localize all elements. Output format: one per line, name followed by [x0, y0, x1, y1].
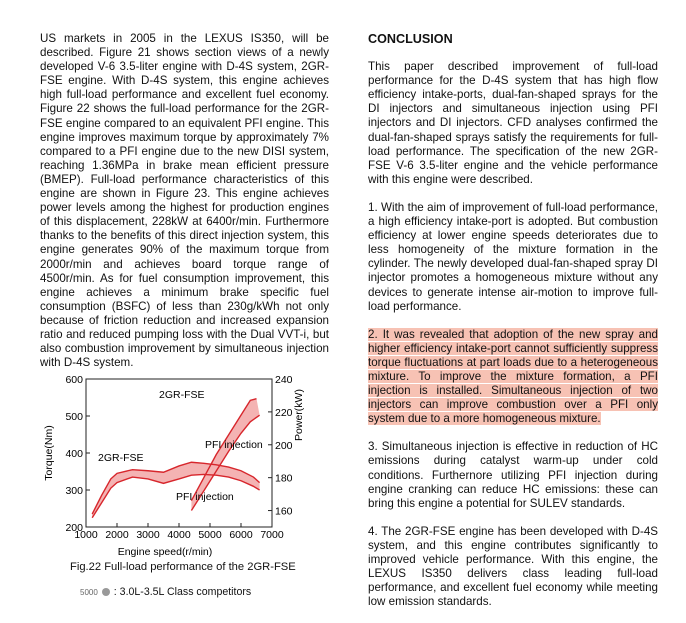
y-left-tick-label: 500	[65, 411, 83, 423]
y-right-tick-label: 220	[275, 406, 293, 419]
x-axis-label: Engine speed(r/min)	[117, 546, 213, 558]
right-column	[368, 32, 658, 623]
figure-caption: Fig.22 Full-load performance of the 2GR-FSE	[70, 561, 296, 573]
annotation-torque-pfi: PFI injection	[176, 491, 234, 503]
left-column	[40, 32, 329, 370]
y-right-tick-label: 200	[275, 439, 293, 452]
torque-difference-band	[92, 462, 259, 518]
x-tick-label: 7000	[260, 529, 284, 541]
annotation-power-2gr: 2GR-FSE	[159, 389, 205, 401]
conclusion-item-2-highlighted: 2. It was revealed that adoption of the new spray and higher efficiency intake-port cannot sufficiently suppress torque fluctuations at part loads due to a heterogeneous mixture. To improve the mixture formation, a PFI injection is installed. Simultaneous injection of two injectors can improve combustion over a PFI only system due to a more homogeneous mixture.	[368, 327, 658, 426]
x-tick-label: 4000	[167, 529, 191, 541]
x-tick-label: 2000	[105, 529, 129, 541]
y-right-tick-label: 180	[275, 472, 293, 485]
annotation-power-pfi: PFI injection	[205, 439, 263, 451]
x-tick-label: 6000	[229, 529, 253, 541]
y-left-tick-label: 400	[65, 448, 83, 460]
y-right-tick-label: 160	[275, 505, 293, 518]
conclusion-item-3: 3. Simultaneous injection is effective in reduction of HC emissions during catalyst warm-up under cold conditions. Furthernore utilizing PFI injection during engine cranking can reduce HC emissions: these can bring this engine a potential for SULEV standards.	[368, 440, 658, 510]
conclusion-item-1: 1. With the aim of improvement of full-load performance, a high efficiency intake-port is adopted. But combustion efficiency at lower engine speeds deteriorates due to less homogeneity of the mixture formation in the cylinder. The newly developed dual-fan-shaped spray DI injector promotes a homogeneous mixture without any devices to generate intense air-motion to improve full-load performance.	[368, 200, 658, 313]
conclusion-item-4: 4. The 2GR-FSE engine has been developed with D-4S system, and this engine contributes significantly to improved vehicle performance. With this engine, the LEXUS IS350 delivers class leading full-load performance, and excellent fuel economy while meeting low emission standards.	[368, 524, 658, 609]
y-right-tick-label: 240	[275, 374, 293, 386]
conclusion-intro: This paper described improvement of full-load performance for the D-4S system that has high flow efficiency intake-ports, dual-fan-shaped sprays for the DI injectors and simultaneous injection using PFI injectors and DI injectors. CFD analyses confirmed the dual-fan-shaped sprays satisfy the requirements for full-load performance. The specification of the new 2GR-FSE V-6 3.5-liter engine and the vehicle performance with this engine were described.	[368, 60, 658, 186]
y-axis-label-left: Torque(Nm)	[43, 425, 55, 481]
left-body-text: US markets in 2005 in the LEXUS IS350, will be described. Figure 21 shows section views of a newly developed V-6 3.5-liter engine with D-4S system, 2GR-FSE engine. With D-4S system, this engine achieves high full-load performance and excellent fuel economy. Figure 22 shows the full-load performance for the 2GR-FSE engine compared to an equivalent PFI engine. This engine improves maximum torque by approximately 7% compared to a PFI engine due to the new DISI system, reaching 1.36MPa in brake mean efficient pressure (BMEP). Full-load performance characteristics of this engine are shown in Figure 23. This engine achieves power levels among the highest for production engines of this displacement, 228kW at 6400r/min. Furthermore thanks to the benefits of this direct injection system, this engine generates 90% of the maximum torque from 2000r/min and achieves board torque range of 4500r/min. As for fuel consumption improvement, this engine achieves a minimum brake specific fuel consumption (BSFC) of less than 230g/kWh not only because of friction reduction and increased expansion ratio and reduced pumping loss with the Dual VVT-i, but also combustion improvement by simultaneous injection with D-4S system.	[40, 32, 329, 370]
annotation-torque-2gr: 2GR-FSE	[98, 452, 144, 464]
full-load-chart	[40, 370, 340, 560]
y-axis-label-right: Power(kW)	[293, 389, 305, 441]
figure-legend	[80, 586, 251, 598]
x-tick-label: 3000	[136, 529, 160, 541]
y-left-tick-label: 600	[65, 374, 83, 386]
legend-prefix: 5000	[80, 588, 98, 597]
x-tick-label: 5000	[198, 529, 222, 541]
y-left-tick-label: 200	[65, 522, 83, 534]
conclusion-heading: CONCLUSION	[368, 32, 453, 46]
legend-text: : 3.0L-3.5L Class competitors	[113, 586, 252, 598]
legend-dot-icon	[102, 588, 110, 596]
x-tick-label: 1000	[74, 529, 98, 541]
y-left-tick-label: 300	[65, 485, 83, 497]
figure-22	[40, 370, 340, 600]
